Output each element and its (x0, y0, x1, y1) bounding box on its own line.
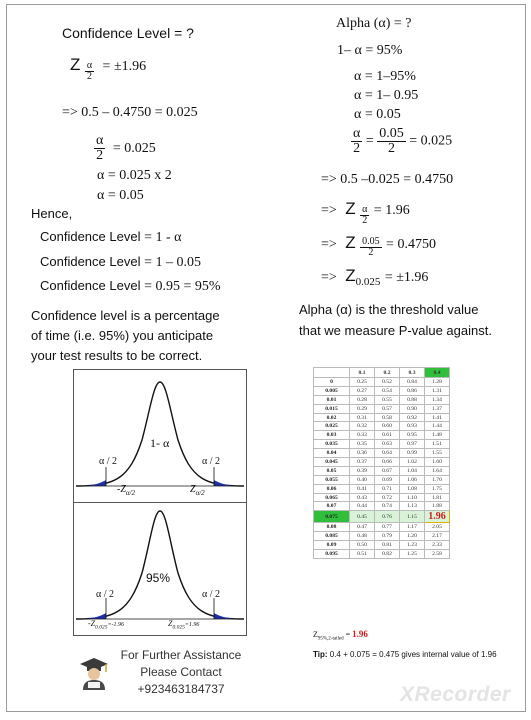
curve1-center-label: 1- α (150, 436, 170, 450)
confidence-level-title: Confidence Level = ? (62, 25, 194, 41)
curve2-left-z: $-Z_{0.025}=-1.96$ (88, 619, 125, 631)
z-table-cell: 0.50 (350, 541, 375, 550)
z-table-row (314, 532, 450, 541)
z-table-cell: 0.015 (314, 404, 350, 413)
z-table-cell: 0.29 (350, 404, 375, 413)
z-table-cell: 1.75 (425, 484, 450, 493)
curve1-left-z: $-Z_{\alpha/2}$ (117, 484, 136, 497)
bell-curve (76, 511, 244, 619)
z-table-cell: 1.55 (425, 449, 450, 458)
z-table-cell: 0.005 (314, 386, 350, 395)
z-table (313, 367, 450, 559)
z-table-row (314, 511, 450, 523)
z-table-cell: 0.82 (375, 550, 400, 559)
z-table-cell: 0.69 (375, 475, 400, 484)
z-subscript-fraction: $\frac{\alpha}{2}$ (86, 60, 93, 83)
z-critical-value: => $Z_{0.025} = \pm 1.96$ (321, 266, 429, 289)
z-table-cell: 2.17 (425, 532, 450, 541)
z-table-cell: 1.34 (425, 395, 450, 404)
z-table-cell: 1.08 (400, 484, 425, 493)
z-table-cell: 0.08 (314, 523, 350, 532)
z-table-cell: 1.60 (425, 458, 450, 467)
z-table-cell: 0.52 (375, 378, 400, 387)
z-table-cell: 0.07 (314, 502, 350, 511)
graduate-avatar-icon (78, 656, 110, 690)
z-table-header-row (314, 368, 450, 378)
z-table-cell: 0.64 (375, 449, 400, 458)
z-symbol: Z (70, 55, 81, 74)
z-table-cell: 0.81 (375, 541, 400, 550)
hence-label: Hence, (31, 206, 73, 221)
z-table-cell: 1.51 (425, 440, 450, 449)
z-table-row (314, 395, 450, 404)
z-table-cell: 0.74 (375, 502, 400, 511)
z-table-cell: 0.60 (375, 422, 400, 431)
z-table-cell: 0.90 (400, 404, 425, 413)
z-table-cell: 0.32 (350, 422, 375, 431)
z-table-cell: 0.55 (375, 395, 400, 404)
z-table-cell: 0.77 (375, 523, 400, 532)
z-table-cell: 0.86 (400, 386, 425, 395)
z-table-cell: 0.035 (314, 440, 350, 449)
z-table-cell: 2.58 (425, 550, 450, 559)
z-table-cell: 1.81 (425, 493, 450, 502)
z-table-cell: 0.01 (314, 395, 350, 404)
curve2-center-label: 95% (146, 571, 171, 585)
normal-curve-95 (73, 502, 247, 636)
z-table-cell: 0.45 (350, 511, 375, 523)
z-table-cell: 0.31 (350, 413, 375, 422)
recorder-watermark: XRecorder (400, 683, 511, 706)
contact-phone: +923463184737 (137, 682, 225, 696)
z-table-row (314, 502, 450, 511)
curve2-left-alpha: α / 2 (96, 589, 115, 600)
z-table-cell: 0.88 (400, 395, 425, 404)
z-table-cell: 1.25 (400, 550, 425, 559)
z-table-cell: 0.58 (375, 413, 400, 422)
z-table-cell: 1.23 (400, 541, 425, 550)
z-table-cell: 1.37 (425, 404, 450, 413)
normal-curve-chart (74, 503, 246, 635)
z-table-cell: 0.71 (375, 484, 400, 493)
alpha-times-two: α = 0.025 x 2 (97, 168, 172, 183)
z-table-cell: 1.48 (425, 431, 450, 440)
z-table-cell: 0.66 (375, 458, 400, 467)
z-table-row (314, 413, 450, 422)
z-table-cell: 1.04 (400, 466, 425, 475)
z-table-cell: 0.39 (350, 466, 375, 475)
confidence-formula-1: Confidence Level = 1 - α (40, 229, 182, 245)
z-table-cell: 0.40 (350, 475, 375, 484)
z-table-cell: 0.61 (375, 431, 400, 440)
z-table-cell: 1.88 (425, 502, 450, 511)
alpha-line-2: α = 1–95% (354, 69, 416, 84)
z-table-header-cell: 0.4 (425, 368, 450, 378)
curve2-right-z: $Z_{0.025}=1.96$ (168, 619, 200, 631)
z-table-row (314, 466, 450, 475)
z-table-row (314, 541, 450, 550)
alpha-subtract: => 0.5 –0.025 = 0.4750 (321, 172, 454, 187)
z-alpha-half-line (70, 55, 147, 83)
alpha-description: Alpha (α) is the threshold value that we measure P-value against. (299, 302, 492, 338)
step-subtract: => 0.5 – 0.4750 = 0.025 (62, 105, 198, 120)
z-table-cell: 2.05 (425, 523, 450, 532)
z-table-cell: 1.20 (400, 532, 425, 541)
z-table-cell: 0.92 (400, 413, 425, 422)
alpha-title: Alpha (α) = ? (336, 16, 412, 31)
z-table-header-cell: 0.1 (350, 368, 375, 378)
z-table-cell: 0.085 (314, 532, 350, 541)
z-table-cell: 1.96 (425, 511, 450, 523)
z-table-lookup: => Z $\frac{0.05}{2}$ = 0.4750 (321, 233, 436, 259)
z-table-cell: 1.06 (400, 475, 425, 484)
z-table-cell: 1.70 (425, 475, 450, 484)
z-table-cell: 0.57 (375, 404, 400, 413)
z-table-cell: 0.67 (375, 466, 400, 475)
curve1-left-alpha: α / 2 (99, 456, 118, 467)
z-table-cell: 0.93 (400, 422, 425, 431)
z-alpha-half-value: => Z $\frac{\alpha}{2}$ = 1.96 (321, 199, 410, 227)
z-table-cell: 1.28 (425, 378, 450, 387)
z-table-cell: 2.33 (425, 541, 450, 550)
z-table-cell: 0.51 (350, 550, 375, 559)
z-table-cell: 0.075 (314, 511, 350, 523)
z-table-header-cell: 0.2 (375, 368, 400, 378)
z-table-cell: 1.31 (425, 386, 450, 395)
z-table-cell: 0.84 (400, 378, 425, 387)
z-table-cell: 0.76 (375, 511, 400, 523)
contact-line-2: Please Contact (140, 665, 222, 679)
z-table-row (314, 378, 450, 387)
z-table-row (314, 386, 450, 395)
alpha-half-line: $\frac{\alpha}{2}$ = 0.025 (96, 133, 156, 163)
z-table-cell: 0.37 (350, 458, 375, 467)
curve1-right-z: $Z_{\alpha/2}$ (190, 484, 205, 497)
contact-line-1: For Further Assistance (120, 648, 242, 662)
z-table-cell: 0.48 (350, 532, 375, 541)
confidence-description: Confidence level is a percentage of time (i.e. 95%) you anticipate your test results to be correct. (31, 308, 220, 363)
z-table-cell: 1.13 (400, 502, 425, 511)
z-table-cell: 0.055 (314, 475, 350, 484)
z-table-cell: 0.25 (350, 378, 375, 387)
z-table-row (314, 422, 450, 431)
alpha-half-equation: $\frac{\alpha}{2}$ = $\frac{0.05}{2}$ = 0.025 (353, 126, 453, 156)
confidence-formula-2: Confidence Level = 1 – 0.05 (40, 254, 201, 270)
z-table-cell: 0.35 (350, 440, 375, 449)
curve2-right-alpha: α / 2 (202, 589, 221, 600)
z-table-cell: 0.43 (350, 493, 375, 502)
z-table-cell: 0.27 (350, 386, 375, 395)
curve1-right-alpha: α / 2 (202, 456, 221, 467)
z-value: = ±1.96 (102, 59, 147, 74)
alpha-result: α = 0.05 (97, 188, 144, 203)
z-table-cell: 0.44 (350, 502, 375, 511)
z-table-cell: 0.02 (314, 413, 350, 422)
z-table-cell: 0.41 (350, 484, 375, 493)
confidence-formula-3: Confidence Level = 0.95 = 95% (40, 278, 221, 294)
alpha-line-4: α = 0.05 (354, 107, 401, 122)
z-table-cell: 0.63 (375, 440, 400, 449)
z-table-cell: 0.09 (314, 541, 350, 550)
z-table-cell: 0.04 (314, 449, 350, 458)
z-table-cell: 0.03 (314, 431, 350, 440)
z-table-header-cell: 0.3 (400, 368, 425, 378)
alpha-line-3: α = 1– 0.95 (354, 88, 419, 103)
z-table-cell: 0.97 (400, 440, 425, 449)
z-table-row (314, 404, 450, 413)
normal-curve-alpha (73, 369, 247, 504)
z-table-row (314, 484, 450, 493)
z-table-cell: 0.065 (314, 493, 350, 502)
z-table-cell: 0.28 (350, 395, 375, 404)
z-table-cell: 0.47 (350, 523, 375, 532)
z-table-cell: 0.79 (375, 532, 400, 541)
alpha-line-1: 1– α = 95% (337, 43, 403, 58)
contact-block (116, 647, 246, 698)
z-table-cell: 0.36 (350, 449, 375, 458)
z-table-cell: 0.54 (375, 386, 400, 395)
z-table-row (314, 440, 450, 449)
z-table-cell: 0.99 (400, 449, 425, 458)
z-table-header-cell (314, 368, 350, 378)
z-table-cell: 1.41 (425, 413, 450, 422)
z-table-cell: 0.045 (314, 458, 350, 467)
z-table-row (314, 475, 450, 484)
z-table-cell: 0.95 (400, 431, 425, 440)
tip-note: Tip: 0.4 + 0.075 = 0.475 gives internal value of 1.96 (313, 650, 497, 659)
z-table-cell: 0.72 (375, 493, 400, 502)
z-table-cell: 0.06 (314, 484, 350, 493)
z-table-row (314, 550, 450, 559)
z-table-caption: $Z_{95\%,2-tailed} = 1.96$ (313, 629, 368, 642)
z-table-row (314, 523, 450, 532)
z-table-cell: 0.05 (314, 466, 350, 475)
z-table-row (314, 431, 450, 440)
z-table-row (314, 449, 450, 458)
z-table-cell: 1.64 (425, 466, 450, 475)
z-table-cell: 0.025 (314, 422, 350, 431)
z-table-cell: 1.44 (425, 422, 450, 431)
z-table-cell: 0.33 (350, 431, 375, 440)
z-table-cell: 0 (314, 378, 350, 387)
z-table-cell: 0.095 (314, 550, 350, 559)
z-table-cell: 1.10 (400, 493, 425, 502)
z-table-row (314, 458, 450, 467)
z-table-cell: 1.15 (400, 511, 425, 523)
z-table-row (314, 493, 450, 502)
z-table-cell: 1.02 (400, 458, 425, 467)
bell-curve (76, 382, 244, 486)
z-table-cell: 1.17 (400, 523, 425, 532)
